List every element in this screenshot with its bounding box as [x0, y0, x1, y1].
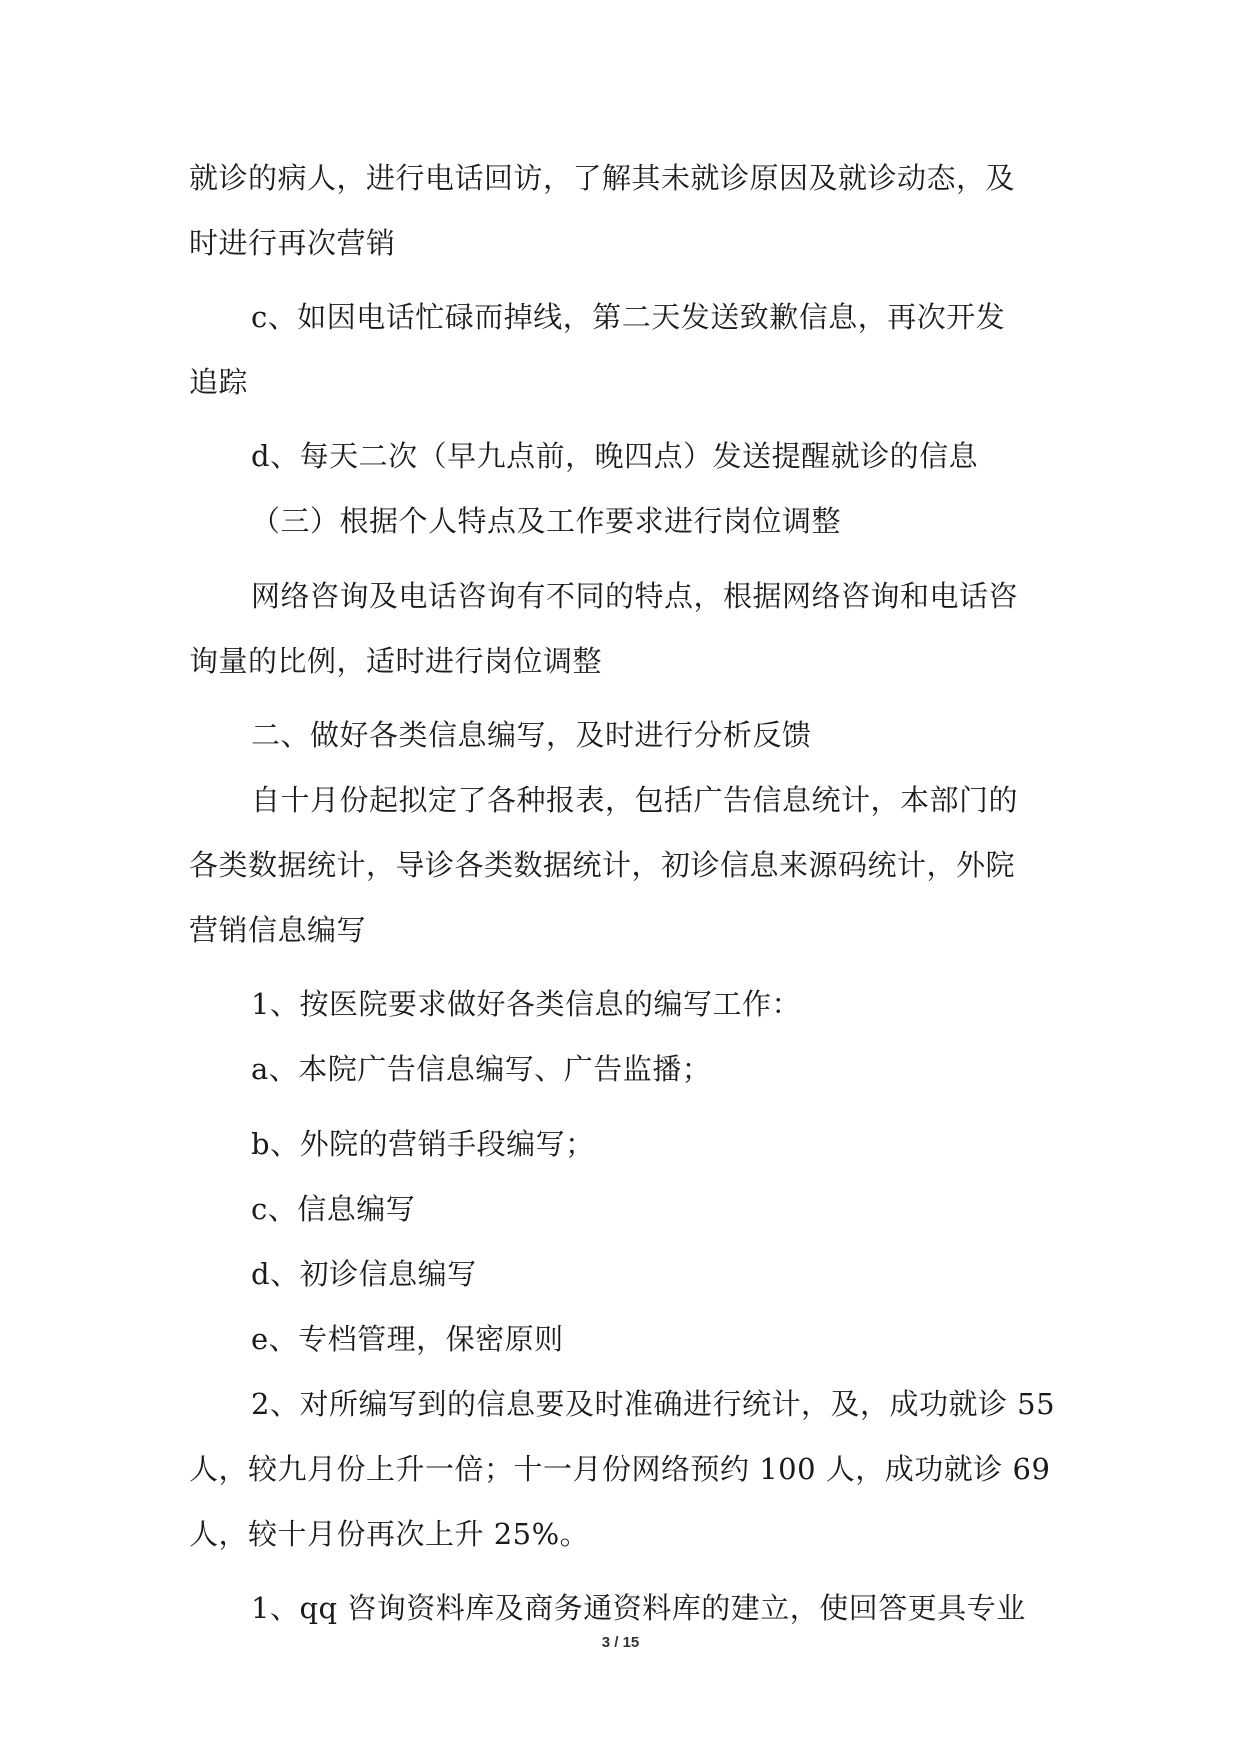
text-line: 各类数据统计，导诊各类数据统计，初诊信息来源码统计，外院 [189, 848, 1016, 882]
list-item: d、初诊信息编写 [251, 1257, 477, 1291]
text-line: 网络咨询及电话咨询有不同的特点，根据网络咨询和电话咨 [251, 579, 1019, 613]
list-item: 1、按医院要求做好各类信息的编写工作： [251, 987, 801, 1021]
list-item: c、信息编写 [251, 1192, 416, 1226]
section-heading: 二、做好各类信息编写，及时进行分析反馈 [251, 718, 812, 752]
text-line: 时进行再次营销 [189, 226, 396, 260]
page-number: 3 / 15 [601, 1634, 640, 1651]
text-line: 就诊的病人，进行电话回访，了解其未就诊原因及就诊动态，及 [189, 161, 1016, 195]
text-line: 询量的比例，适时进行岗位调整 [189, 644, 603, 678]
text-line: c、如因电话忙碌而掉线，第二天发送致歉信息，再次开发 [251, 300, 1006, 334]
text-line: 追踪 [189, 365, 249, 399]
text-line: 营销信息编写 [189, 913, 367, 947]
text-line: d、每天二次（早九点前，晚四点）发送提醒就诊的信息 [251, 439, 979, 473]
document-body [189, 160, 1054, 1626]
list-item: e、专档管理，保密原则 [251, 1322, 564, 1356]
text-line: 人，较十月份再次上升 25%。 [189, 1517, 590, 1551]
text-line: 人，较九月份上升一倍；十一月份网络预约 100 人，成功就诊 69 [189, 1452, 1051, 1486]
list-item: a、本院广告信息编写、广告监播； [251, 1052, 712, 1086]
section-heading: （三）根据个人特点及工作要求进行岗位调整 [251, 504, 842, 538]
text-line: 自十月份起拟定了各种报表，包括广告信息统计，本部门的 [251, 783, 1019, 817]
text-line: 1、qq 咨询资料库及商务通资料库的建立，使回答更具专业 [251, 1591, 1026, 1625]
text-line: 2、对所编写到的信息要及时准确进行统计，及，成功就诊 55 [251, 1387, 1056, 1421]
list-item: b、外院的营销手段编写； [251, 1127, 595, 1161]
